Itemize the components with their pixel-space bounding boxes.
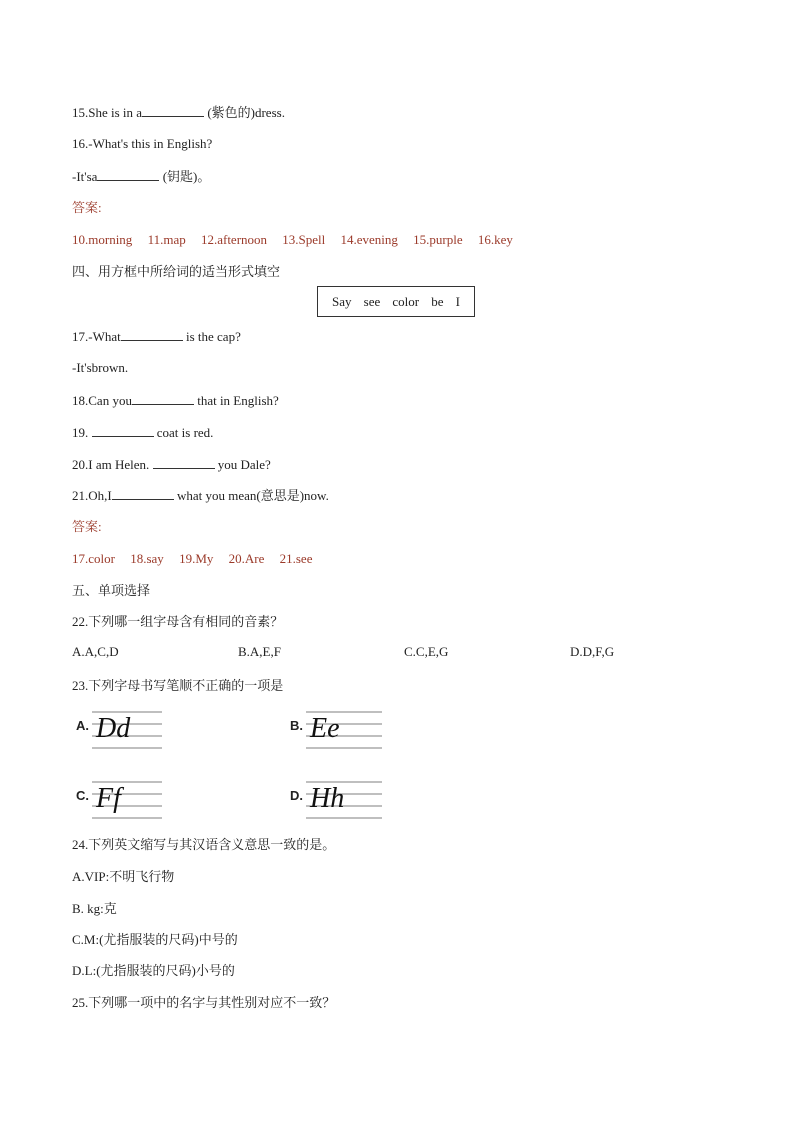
question-18: 18.Can you that in English? bbox=[72, 393, 279, 408]
question-15: 15.She is in a (紫色的)dress. bbox=[72, 105, 285, 120]
option: C.C,E,G bbox=[404, 644, 449, 659]
answer-label: 答案: bbox=[72, 519, 102, 534]
question-16: 16.-What's this in English? bbox=[72, 136, 213, 151]
option: B.A,E,F bbox=[238, 644, 281, 659]
word-item: color bbox=[392, 293, 420, 309]
handwriting-lines-icon bbox=[306, 774, 382, 820]
svg-text:Dd: Dd bbox=[96, 713, 131, 744]
answer-item: 19.My bbox=[179, 551, 214, 566]
answer-blank bbox=[153, 455, 215, 469]
answer-blank bbox=[132, 391, 194, 405]
question-21: 21.Oh,I what you mean(意思是)now. bbox=[72, 488, 329, 503]
answer-item: 13.Spell bbox=[282, 232, 326, 247]
option-a-letters: A. Dd bbox=[72, 704, 222, 752]
option: A.A,C,D bbox=[72, 644, 119, 659]
question-16-reply: -It'sa (钥匙)。 bbox=[72, 169, 211, 184]
answer-item: 11.map bbox=[147, 232, 186, 247]
answer-blank bbox=[97, 167, 159, 181]
option-d-letters: D. Hh bbox=[286, 774, 436, 822]
word-box bbox=[317, 286, 475, 317]
option-c-letters: C. Ff bbox=[72, 774, 222, 822]
option-b-letters: B. Ee bbox=[286, 704, 436, 752]
section-5-title: 五、单项选择 bbox=[72, 583, 151, 598]
word-item: I bbox=[455, 293, 460, 309]
word-item: be bbox=[431, 293, 444, 309]
answer-item: 14.evening bbox=[340, 232, 398, 247]
answer-item: 10.morning bbox=[72, 232, 133, 247]
answer-blank bbox=[92, 423, 154, 437]
word-item: Say bbox=[332, 293, 352, 309]
answers-row-1 bbox=[72, 231, 525, 249]
option: D.L:(尤指服装的尺码)小号的 bbox=[72, 963, 235, 978]
svg-text:Ff: Ff bbox=[96, 783, 121, 814]
answer-item: 15.purple bbox=[413, 232, 463, 247]
question-24-stem: 24.下列英文缩写与其汉语含义意思一致的是。 bbox=[72, 837, 336, 852]
handwriting-lines-icon bbox=[92, 774, 162, 820]
answer-blank bbox=[112, 486, 174, 500]
svg-text:Hh: Hh bbox=[310, 783, 345, 814]
answer-item: 18.say bbox=[130, 551, 164, 566]
answer-blank bbox=[121, 327, 183, 341]
option: C.M:(尤指服装的尺码)中号的 bbox=[72, 932, 238, 947]
question-17-reply: -It'sbrown. bbox=[72, 360, 129, 375]
answers-row-2 bbox=[72, 550, 324, 568]
question-22-stem: 22.下列哪一组字母含有相同的音素？ bbox=[72, 614, 284, 629]
answer-item: 16.key bbox=[477, 232, 513, 247]
word-item: see bbox=[363, 293, 381, 309]
answer-label: 答案: bbox=[72, 200, 102, 215]
answer-blank bbox=[142, 103, 204, 117]
answer-item: 12.afternoon bbox=[200, 232, 268, 247]
question-23-stem: 23.下列字母书写笔顺不正确的一项是 bbox=[72, 678, 284, 693]
option: D.D,F,G bbox=[570, 644, 615, 659]
svg-text:Ee: Ee bbox=[310, 713, 340, 744]
question-20: 20.I am Helen. you Dale? bbox=[72, 457, 271, 472]
handwriting-lines-icon bbox=[306, 704, 382, 750]
section-4-title: 四、用方框中所给词的适当形式填空 bbox=[72, 264, 281, 279]
option: B. kg:克 bbox=[72, 901, 117, 916]
question-17: 17.-What is the cap? bbox=[72, 329, 241, 344]
answer-item: 20.Are bbox=[228, 551, 265, 566]
option: A.VIP:不明飞行物 bbox=[72, 869, 175, 884]
question-25-stem: 25.下列哪一项中的名字与其性别对应不一致？ bbox=[72, 995, 336, 1010]
letter-stroke-order-image bbox=[72, 704, 382, 824]
question-19: 19. coat is red. bbox=[72, 425, 214, 440]
answer-item: 17.color bbox=[72, 551, 115, 566]
handwriting-lines-icon bbox=[92, 704, 162, 750]
answer-item: 21.see bbox=[279, 551, 313, 566]
